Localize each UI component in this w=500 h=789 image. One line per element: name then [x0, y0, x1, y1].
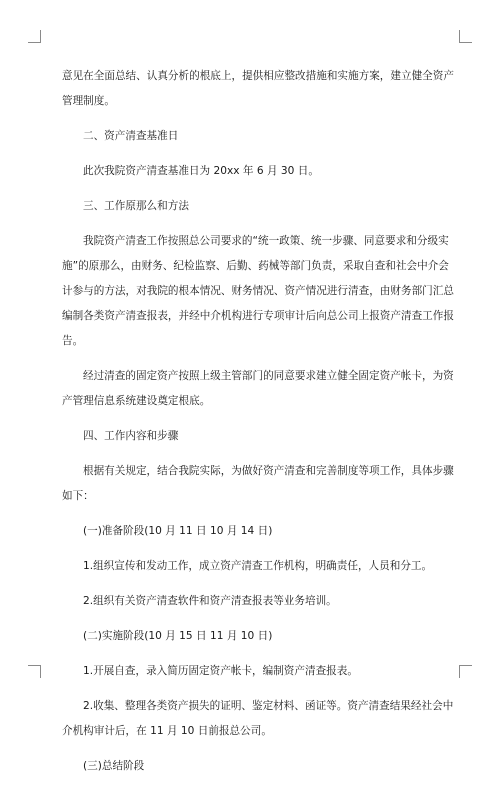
paragraph: [62, 459, 454, 509]
paragraph-line: 根据有关规定，结合我院实际，为做好资产清查和完善制度等项工作，具体步骤: [83, 465, 454, 477]
paragraph-line: 经过清查的固定资产按照上级主管部门的同意要求建立健全固定资产帐卡，为资: [83, 370, 454, 382]
paragraph-line: 此次我院资产清查基准日为 20xx 年 6 月 30 日。: [83, 165, 319, 177]
paragraph-line: 四、工作内容和步骤: [83, 430, 179, 442]
paragraph: [62, 159, 438, 184]
paragraph-line: 编制各类资产清查报表，并经中介机构进行专项审计后向总公司上报资产清查工作报: [62, 310, 454, 322]
paragraph-line: (三)总结阶段: [83, 760, 145, 772]
paragraph: [62, 194, 438, 219]
paragraph-line: 告。: [62, 335, 84, 347]
paragraph-line: 介机构审计后，在 11 月 10 日前报总公司。: [62, 725, 272, 737]
crop-mark-top-left: [28, 30, 41, 43]
paragraph-line: 二、资产清查基准日: [83, 130, 179, 142]
paragraph-line: 2.收集、整理各类资产损失的证明、鉴定材料、函证等。资产清查结果经社会中: [83, 700, 454, 712]
paragraph-line: 产管理信息系统建设奠定根底。: [62, 395, 211, 407]
paragraph-line: 意见在全面总结、认真分析的根底上，提供相应整改措施和实施方案，建立健全资产: [62, 70, 454, 82]
document-body: [62, 64, 454, 789]
paragraph: [62, 424, 438, 449]
paragraph: [62, 694, 454, 744]
paragraph: [62, 229, 454, 354]
paragraph: [62, 659, 438, 684]
paragraph-line: 管理制度。: [62, 95, 115, 107]
paragraph: [62, 124, 438, 149]
paragraph: [62, 64, 454, 114]
paragraph-line: 1.组织宣传和发动工作，成立资产清查工作机构，明确责任，人员和分工。: [83, 560, 433, 572]
crop-mark-top-right: [459, 30, 472, 43]
paragraph: [62, 754, 438, 779]
paragraph-line: 三、工作原那么和方法: [83, 200, 189, 212]
crop-mark-bottom-left: [28, 665, 41, 678]
paragraph: [62, 589, 438, 614]
paragraph: [62, 519, 438, 544]
paragraph-line: (一)准备阶段(10 月 11 日 10 月 14 日): [83, 525, 273, 537]
paragraph: [62, 624, 438, 649]
crop-mark-bottom-right: [459, 665, 472, 678]
paragraph-line: 我院资产清查工作按照总公司要求的“统一政策、统一步骤、同意要求和分级实: [83, 235, 449, 247]
paragraph-line: 计参与的方法，对我院的根本情况、财务情况、资产情况进行清查，由财务部门汇总: [62, 285, 454, 297]
paragraph-line: 施”的原那么，由财务、纪检监察、后勤、药械等部门负责，采取自查和社会中介会: [62, 260, 449, 272]
paragraph-line: 1.开展自查，录入简历固定资产帐卡，编制资产清查报表。: [83, 665, 358, 677]
paragraph: [62, 554, 438, 579]
paragraph: [62, 364, 454, 414]
paragraph-line: 如下：: [62, 490, 94, 502]
paragraph-line: (二)实施阶段(10 月 15 日 11 月 10 日): [83, 630, 273, 642]
paragraph-line: 2.组织有关资产清查软件和资产清查报表等业务培训。: [83, 595, 337, 607]
